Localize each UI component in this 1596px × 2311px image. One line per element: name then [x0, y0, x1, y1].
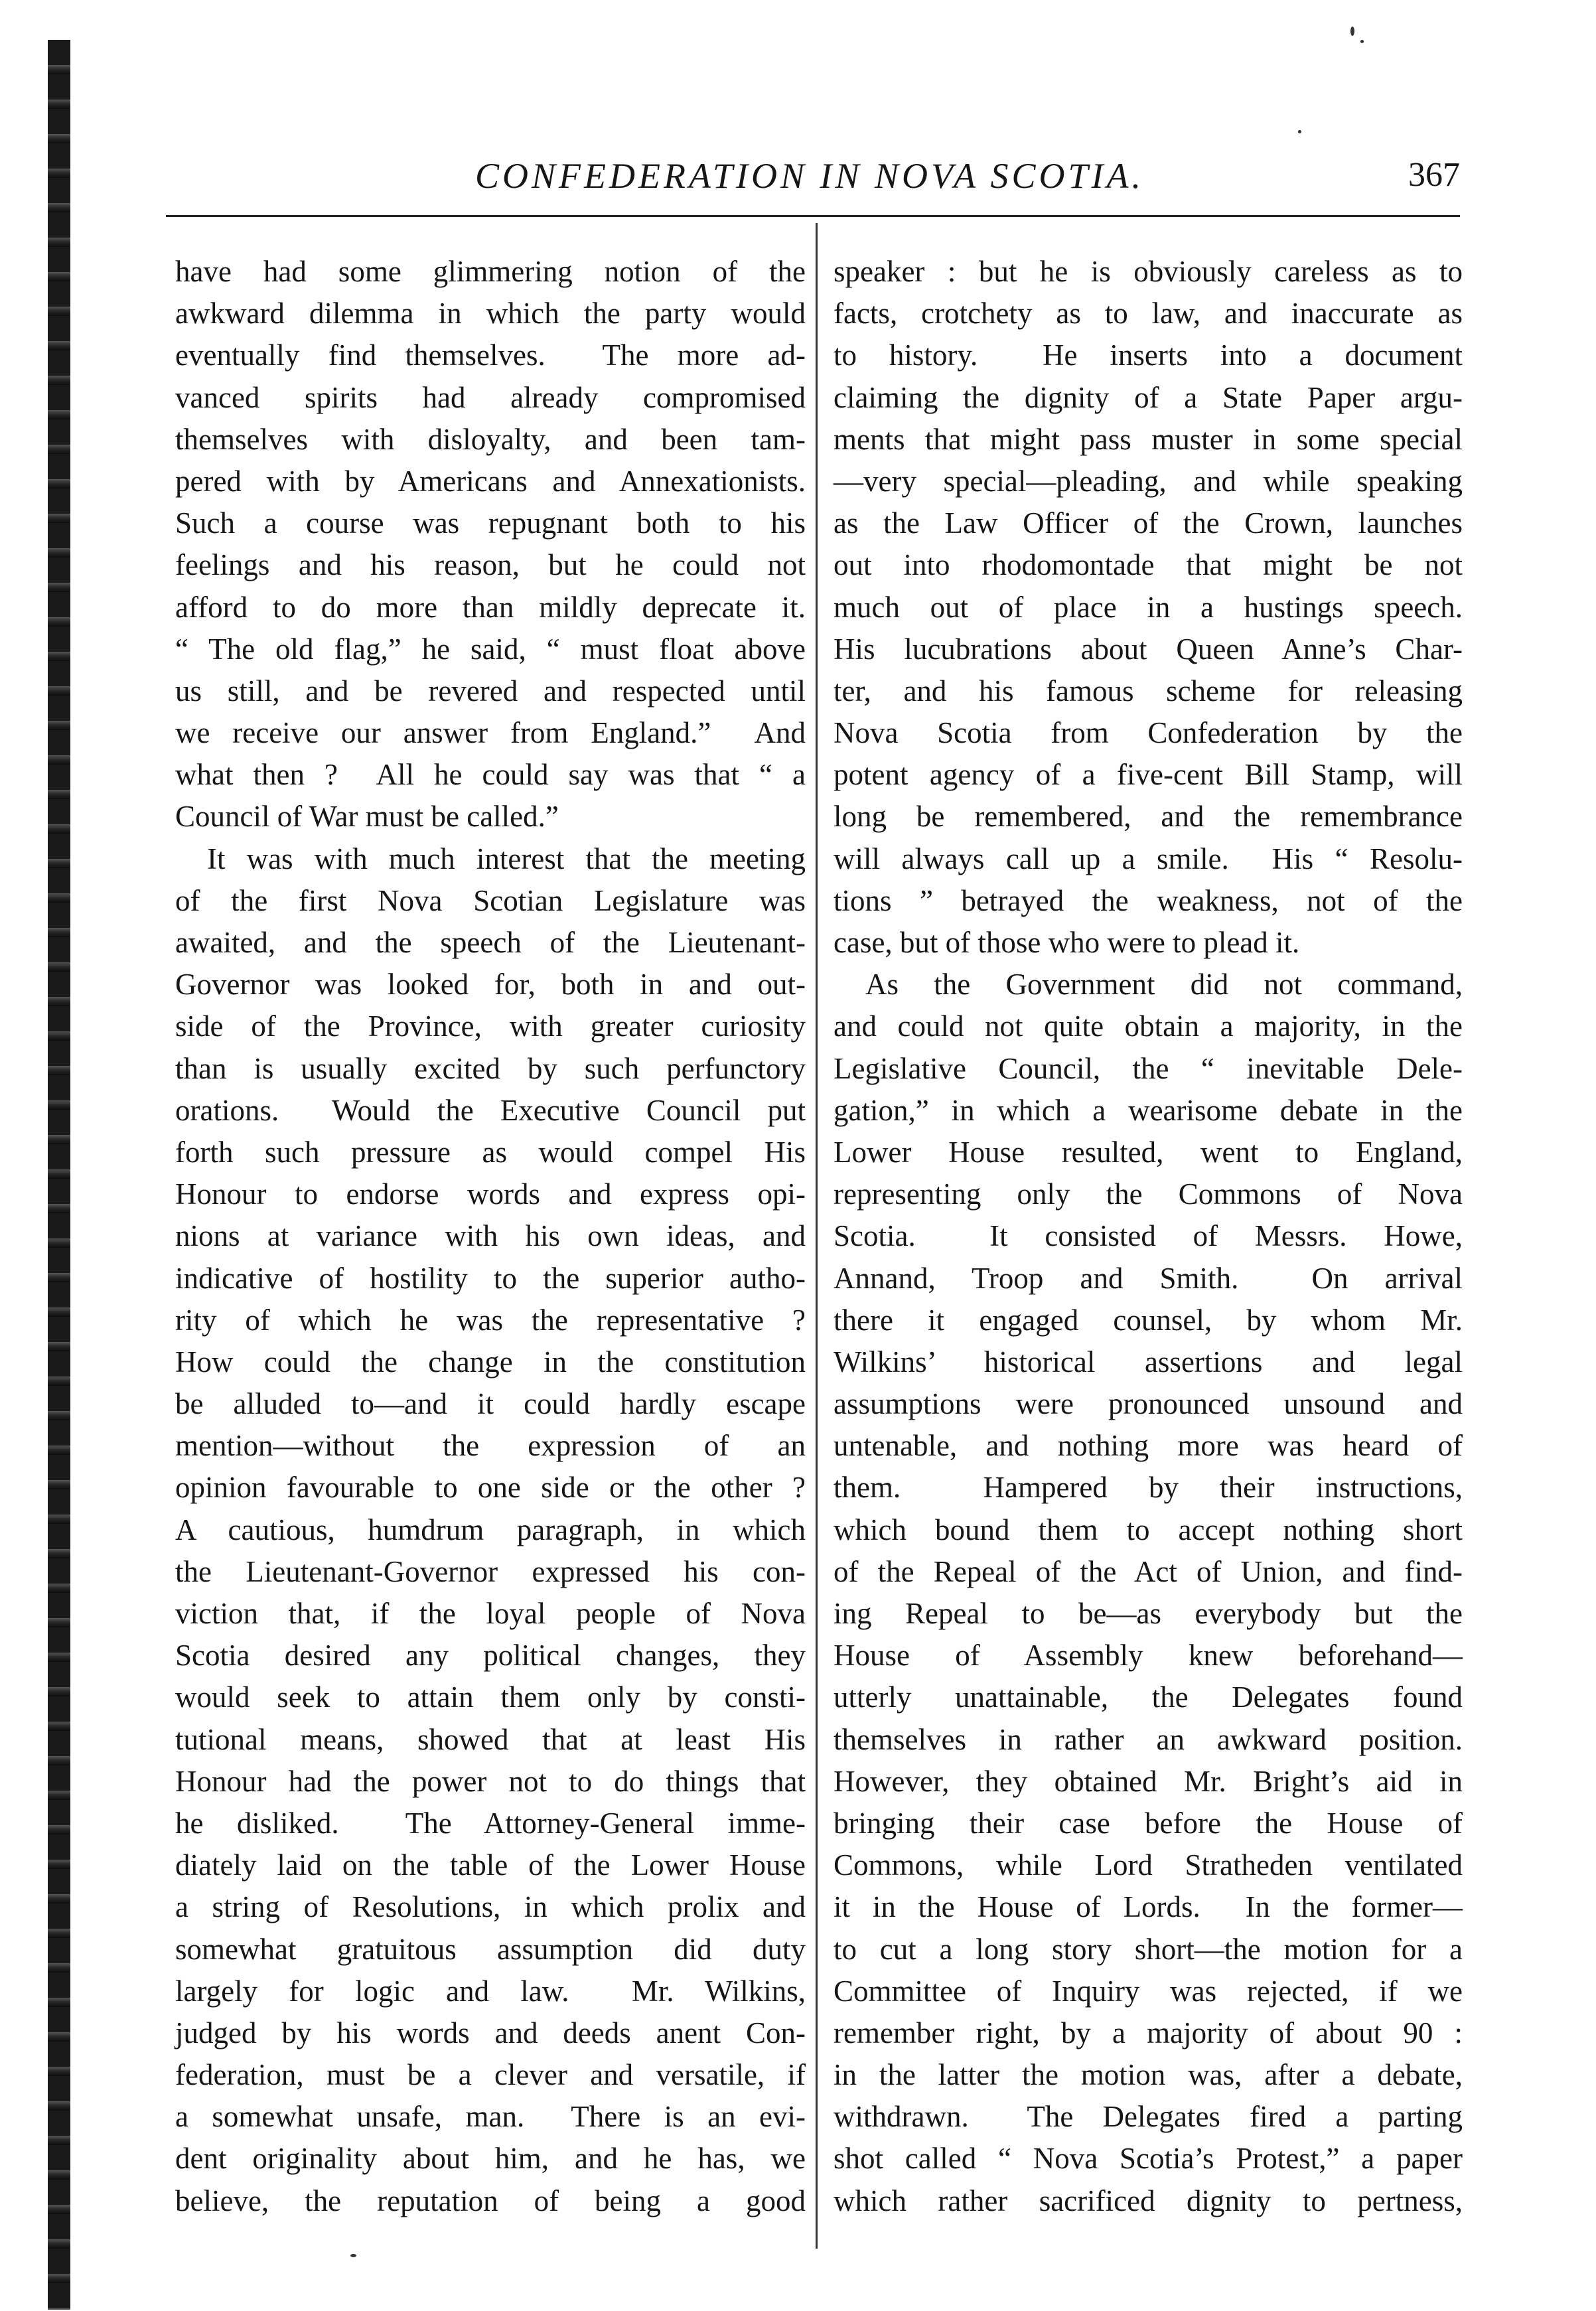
running-title: CONFEDERATION IN NOVA SCOTIA. — [475, 156, 1144, 196]
text-line: Wilkins’ historical assertions and legal — [834, 1345, 1463, 1379]
text-line: “ The old flag,” he said, “ must float above — [175, 632, 806, 666]
text-line: Commons, while Lord Stratheden ventilated — [834, 1848, 1463, 1882]
text-line: largely for logic and law. Mr. Wilkins, — [175, 1974, 806, 2008]
text-line: vanced spirits had already compromised — [175, 380, 806, 414]
ink-speck — [1350, 27, 1354, 36]
text-line: a string of Resolutions, in which prolix and — [175, 1890, 806, 1924]
text-line: remember right, by a majority of about 90 : — [834, 2016, 1463, 2050]
text-line: the Lieutenant-Governor expressed his con- — [175, 1554, 806, 1588]
text-line: claiming the dignity of a State Paper argu- — [834, 380, 1463, 414]
text-line: ter, and his famous scheme for releasing — [834, 674, 1463, 708]
text-line: which bound them to accept nothing short — [834, 1513, 1463, 1546]
text-line: —very special—pleading, and while speaking — [834, 464, 1463, 498]
text-line: utterly unattainable, the Delegates found — [834, 1680, 1463, 1714]
text-line: have had some glimmering notion of the — [175, 255, 806, 288]
page-number: 367 — [1408, 156, 1460, 194]
text-line: untenable, and nothing more was heard of — [834, 1429, 1463, 1463]
text-line: a somewhat unsafe, man. There is an evi- — [175, 2100, 806, 2134]
text-line: forth such pressure as would compel His — [175, 1135, 806, 1169]
text-line: His lucubrations about Queen Anne’s Char- — [834, 632, 1463, 666]
ink-speck — [1298, 130, 1301, 133]
text-line: rity of which he was the representative ? — [175, 1303, 806, 1337]
text-line: us still, and be revered and respected until — [175, 674, 806, 708]
text-line: ments that might pass muster in some special — [834, 422, 1463, 456]
text-line: It was with much interest that the meeting — [207, 842, 806, 875]
book-binding-edge — [48, 40, 70, 2310]
text-line: However, they obtained Mr. Bright’s aid in — [834, 1764, 1463, 1798]
text-line: House of Assembly knew beforehand— — [834, 1639, 1463, 1673]
text-line: Lower House resulted, went to England, — [834, 1135, 1463, 1169]
ink-speck — [1360, 40, 1364, 43]
text-line: withdrawn. The Delegates fired a parting — [834, 2100, 1463, 2134]
text-line: opinion favourable to one side or the other ? — [175, 1471, 806, 1505]
text-line: will always call up a smile. His “ Resolu- — [834, 842, 1463, 875]
text-line: assumptions were pronounced unsound and — [834, 1387, 1463, 1421]
text-line: would seek to attain them only by consti- — [175, 1680, 806, 1714]
column-divider — [816, 223, 818, 2249]
text-line: side of the Province, with greater curiosity — [175, 1009, 806, 1043]
text-line: what then ? All he could say was that “ a — [175, 758, 806, 792]
text-line: long be remembered, and the remembrance — [834, 800, 1463, 834]
text-line: in the latter the motion was, after a debate, — [834, 2058, 1463, 2092]
text-column-right — [834, 251, 1463, 2222]
text-line: of the first Nova Scotian Legislature was — [175, 883, 806, 917]
text-line: facts, crotchety as to law, and inaccurate as — [834, 297, 1463, 331]
text-line: diately laid on the table of the Lower House — [175, 1848, 806, 1882]
text-line: Nova Scotia from Confederation by the — [834, 716, 1463, 750]
text-line: Council of War must be called.” — [175, 800, 559, 834]
text-line: Annand, Troop and Smith. On arrival — [834, 1261, 1463, 1295]
text-line: How could the change in the constitution — [175, 1345, 806, 1379]
text-line: case, but of those who were to plead it. — [834, 926, 1300, 959]
text-line: Such a course was repugnant both to his — [175, 506, 806, 540]
text-line: nions at variance with his own ideas, and — [175, 1219, 806, 1253]
text-line: there it engaged counsel, by whom Mr. — [834, 1303, 1463, 1337]
text-line: gation,” in which a wearisome debate in the — [834, 1093, 1463, 1127]
text-line: Legislative Council, the “ inevitable Dele- — [834, 1051, 1463, 1085]
text-line: than is usually excited by such perfunctory — [175, 1051, 806, 1085]
text-line: indicative of hostility to the superior autho- — [175, 1261, 806, 1295]
text-line: and could not quite obtain a majority, in the — [834, 1009, 1463, 1043]
text-line: pered with by Americans and Annexationists. — [175, 464, 806, 498]
text-line: shot called “ Nova Scotia’s Protest,” a paper — [834, 2142, 1463, 2176]
text-line: dent originality about him, and he has, we — [175, 2142, 806, 2176]
text-line: federation, must be a clever and versatile, if — [175, 2058, 806, 2092]
text-line: As the Government did not command, — [865, 968, 1463, 1002]
text-line: representing only the Commons of Nova — [834, 1177, 1463, 1211]
text-line: afford to do more than mildly deprecate it. — [175, 590, 806, 624]
text-line: much out of place in a hustings speech. — [834, 590, 1463, 624]
text-line: which rather sacrificed dignity to pertness, — [834, 2184, 1463, 2217]
text-line: Committee of Inquiry was rejected, if we — [834, 1974, 1463, 2008]
text-line: to history. He inserts into a document — [834, 338, 1463, 372]
text-line: Honour had the power not to do things that — [175, 1764, 806, 1798]
ink-speck — [350, 2254, 356, 2257]
text-line: viction that, if the loyal people of Nova — [175, 1597, 806, 1630]
text-line: eventually find themselves. The more ad- — [175, 338, 806, 372]
text-line: as the Law Officer of the Crown, launches — [834, 506, 1463, 540]
text-line: Honour to endorse words and express opi- — [175, 1177, 806, 1211]
text-line: them. Hampered by their instructions, — [834, 1471, 1463, 1505]
text-line: be alluded to—and it could hardly escape — [175, 1387, 806, 1421]
text-line: judged by his words and deeds anent Con- — [175, 2016, 806, 2050]
text-line: it in the House of Lords. In the former— — [834, 1890, 1463, 1924]
text-line: awaited, and the speech of the Lieutenant- — [175, 926, 806, 959]
text-line: feelings and his reason, but he could not — [175, 548, 806, 582]
text-column-left — [175, 251, 806, 2222]
text-line: awkward dilemma in which the party would — [175, 297, 806, 331]
text-line: believe, the reputation of being a good — [175, 2184, 806, 2217]
text-line: he disliked. The Attorney-General imme- — [175, 1806, 806, 1840]
text-line: to cut a long story short—the motion for a — [834, 1932, 1463, 1966]
text-line: tions ” betrayed the weakness, not of the — [834, 883, 1463, 917]
text-line: themselves in rather an awkward position. — [834, 1722, 1463, 1756]
header-rule — [166, 215, 1460, 217]
text-line: ing Repeal to be—as everybody but the — [834, 1597, 1463, 1630]
text-line: A cautious, humdrum paragraph, in which — [175, 1513, 806, 1546]
text-line: themselves with disloyalty, and been tam- — [175, 422, 806, 456]
text-line: Scotia. It consisted of Messrs. Howe, — [834, 1219, 1463, 1253]
text-line: mention—without the expression of an — [175, 1429, 806, 1463]
text-line: somewhat gratuitous assumption did duty — [175, 1932, 806, 1966]
text-line: out into rhodomontade that might be not — [834, 548, 1463, 582]
text-line: Scotia desired any political changes, they — [175, 1639, 806, 1673]
text-line: we receive our answer from England.” And — [175, 716, 806, 750]
text-line: bringing their case before the House of — [834, 1806, 1463, 1840]
text-line: orations. Would the Executive Council put — [175, 1093, 806, 1127]
text-line: speaker : but he is obviously careless as to — [834, 255, 1463, 288]
text-line: tutional means, showed that at least His — [175, 1722, 806, 1756]
text-line: potent agency of a five-cent Bill Stamp, will — [834, 758, 1463, 792]
text-line: of the Repeal of the Act of Union, and find- — [834, 1554, 1463, 1588]
text-line: Governor was looked for, both in and out- — [175, 968, 806, 1002]
